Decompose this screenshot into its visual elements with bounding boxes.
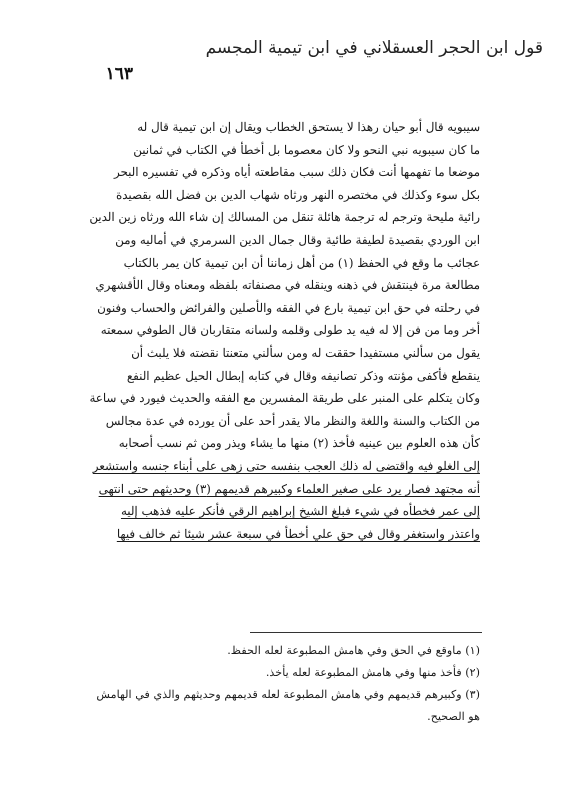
body-line: وكان يتكلم على المنبر على طريقة المفسرين مع الفقه والحديث فيورد في ساعة (89, 391, 480, 406)
body-line: سيبويه قال أبو حيان رهذا لا يستحق الخطاب ويقال إن ابن تيمية قال له (137, 120, 480, 134)
body-line-underlined: إلى الغلو فيه واقتضى له ذلك العجب بنفسه حتى زهى على أبناء جنسه واستشعر (92, 458, 480, 473)
body-line: ابن الوردي بقصيدة لطيفة طائية وقال جمال الدين السرمري في أماليه ومن (115, 232, 480, 247)
body-line: كأن هذه العلوم بين عينيه فأخذ (٢) منها ما يشاء ويذر ومن ثم نسب أصحابه (118, 436, 480, 451)
body-line: عجائب ما وقع في الحفظ (١) من أهل زماننا أن ابن تيمية كان يمر بالكتاب (123, 255, 480, 270)
footnote-divider (250, 632, 482, 633)
page-header-title: قول ابن الحجر العسقلاني في ابن تيمية المجسم (205, 38, 543, 58)
body-line: في رحلته في حق ابن تيمية بارع في الفقه والأصلين والفرائض والحساب وفنون (97, 300, 480, 315)
footnote-3-continued: هو الصحيح. (427, 710, 480, 723)
footnotes (90, 640, 480, 728)
body-line: بكل سوء وكذلك في مختصره النهر ورثاه شهاب الدين بن فضل الله بقصيدة (116, 187, 480, 202)
body-line-underlined: إلى عمر فخطأه في شيء فبلغ الشيخ إبراهيم الرقي فأنكر عليه فذهب إليه (120, 504, 480, 519)
footnote-2: (٢) فأخذ منها وفي هامش المطبوعة لعله يأخذ. (265, 666, 480, 679)
body-line: من الكتاب والسنة واللغة والنظر مالا يقدر أحد على أن يورده في عدة مجالس (105, 413, 480, 428)
body-line: ما كان سيبويه نبي النحو ولا كان معصوما بل أخطأ في الكتاب في ثمانين (133, 142, 480, 157)
footnote-1: (١) ماوقع في الحق وفي هامش المطبوعة لعله الحفظ. (227, 644, 480, 657)
body-line-underlined: واعتذر واستغفر وقال في حق علي أخطأ في سبعة عشر شيئا ثم خالف فيها (116, 526, 480, 541)
page-number: ١٦٣ (105, 64, 133, 84)
body-line: يقول من سألني مستفيدا حققت له ومن سألني متعنتا نقضته فلا يلبث أن (131, 345, 480, 360)
body-line-underlined: أنه مجتهد فصار يرد على صغير العلماء وكبيرهم قديمهم (٣) وحديثهم حتى انتهى (98, 481, 480, 496)
footnote-3: (٣) وكبيرهم قديمهم وفي هامش المطبوعة لعله قديمهم وحديثهم والذي في الهامش (96, 688, 480, 701)
body-line: موضعا ما تفهمها أنت فكان ذلك سبب مقاطعته أياه وذكره في تفسيره البحر (113, 165, 480, 180)
body-text (52, 116, 480, 545)
body-line: مطالعة مرة فينتقش في ذهنه وينقله في مصنفاته بلفظه ومعناه وقال الأقشهري (95, 278, 480, 293)
body-line: ينقطع فأكفى مؤنته وذكر تصانيفه وقال في كتابه إبطال الحيل عظيم النفع (126, 368, 480, 383)
body-line: أخر وما من فن إلا له فيه يد طولى وقلمه ولسانه متقاربان قال الطوفي سمعته (100, 323, 480, 338)
body-line: رائية مليحة وترجم له ترجمة هائلة تنقل من المسالك إن شاء الله ورثاه زين الدين (89, 210, 480, 225)
